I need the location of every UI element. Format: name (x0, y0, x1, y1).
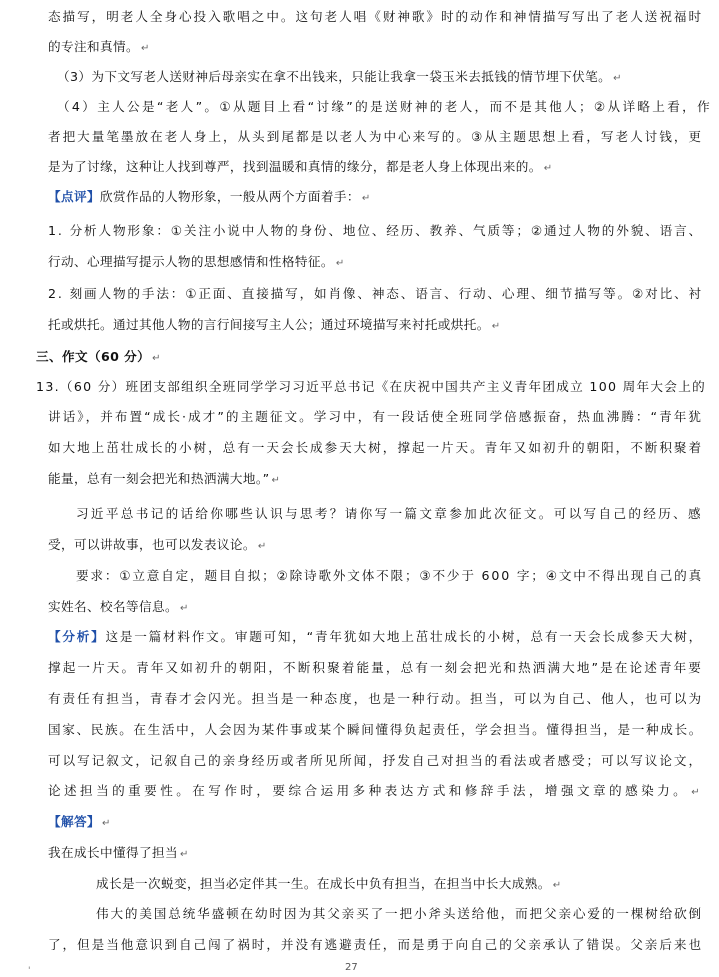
paragraph-mark-icon: ↵ (179, 603, 189, 614)
paragraph-mark-icon: ↵ (491, 321, 501, 332)
text-line (48, 316, 501, 336)
text-line (76, 567, 703, 585)
section-tag: 【点评】 (48, 189, 100, 204)
text-line (48, 936, 703, 954)
text-segment: 论述担当的重要性。在写作时，要综合运用多种表达方式和修辞手法，增强文章的感染力。 (48, 783, 690, 798)
text-segment: 的专注和真情。 (48, 39, 139, 54)
text-segment: 伟大的美国总统华盛顿在幼时因为其父亲买了一把小斧头送给他，而把父亲心爱的一棵树给砍倒 (96, 906, 703, 921)
paragraph-mark-icon: ↵ (257, 541, 267, 552)
text-line (48, 721, 703, 739)
text-segment: 者把大量笔墨放在老人身上，从头到尾都是以老人为中心来写的。③从主题思想上看，写老人讨钱，更 (48, 129, 703, 144)
paragraph-mark-icon: ↵ (152, 353, 161, 364)
text-segment: 2. 刻画人物的手法：①正面、直接描写，如肖像、神态、语言、行动、心理、细节描写等。②对比、衬 (48, 286, 703, 301)
text-segment: 是为了讨缘，这种让人找到尊严，找到温暖和真情的缘分，都是老人身上体现出来的。 (48, 159, 542, 174)
paragraph-mark-icon: ↵ (271, 475, 281, 486)
paragraph-mark-icon: ↵ (179, 849, 189, 860)
text-line (48, 253, 345, 273)
text-line (48, 598, 189, 618)
text-segment: 能量，总有一刻会把光和热洒满大地。” (48, 471, 270, 486)
text-line (48, 844, 189, 864)
text-line (48, 782, 703, 802)
text-line (96, 875, 562, 895)
text-line (48, 439, 703, 457)
text-segment: 我在成长中懂得了担当 (48, 845, 178, 860)
section-tag: 【解答】 (48, 814, 100, 829)
paragraph-mark-icon: ↵ (335, 258, 345, 269)
text-segment: 成长是一次蜕变，担当必定伴其一生。在成长中负有担当，在担当中长大成熟。 (96, 876, 551, 891)
paragraph-mark-icon: ↵ (543, 163, 553, 174)
text-line (36, 378, 706, 396)
text-segment: 13.（60 分）班团支部组织全班同学学习习近平总书记《在庆祝中国共产主义青年团成立 100 周年大会上的 (36, 379, 706, 394)
text-line (48, 188, 371, 208)
text-line (48, 536, 267, 556)
text-line (36, 348, 161, 368)
paragraph-mark-icon: ↵ (140, 43, 150, 54)
paragraph-mark-icon: ↵ (552, 880, 562, 891)
section-tag: 【分析】 (48, 629, 106, 644)
text-segment: （4）主人公是“老人”。①从题目上看“讨缘”的是送财神的老人，而不是其他人；②从详略上看，作 (57, 99, 712, 114)
text-segment: 1. 分析人物形象：①关注小说中人物的身份、地位、经历、教养、气质等；②通过人物的外貌、语言、 (48, 223, 703, 238)
paragraph-mark-icon: ↵ (691, 787, 704, 798)
text-line (57, 68, 622, 88)
text-line (96, 905, 703, 923)
text-segment: 了，但是当他意识到自己闯了祸时，并没有逃避责任，而是勇于向自己的父亲承认了错误。父亲后来也 (48, 937, 703, 952)
text-segment: 有责任有担当，青春才会闪光。担当是一种态度，也是一种行动。担当，可以为自己、他人，也可以为 (48, 691, 703, 706)
text-segment: 可以写记叙文，记叙自己的亲身经历或者所见所闻，抒发自己对担当的看法或者感受；可以写议论文， (48, 753, 703, 768)
text-segment: （3）为下文写老人送财神后母亲实在拿不出钱来，只能让我拿一袋玉米去抵钱的情节埋下伏笔。 (57, 69, 612, 84)
text-segment: 托或烘托。通过其他人物的言行间接写主人公；通过环境描写来衬托或烘托。 (48, 317, 490, 332)
text-segment: 欣赏作品的人物形象，一般从两个方面着手： (99, 189, 360, 204)
text-line (48, 628, 703, 646)
paragraph-mark-icon: ↵ (101, 818, 111, 829)
text-segment: 这是一篇材料作文。审题可知，“青年犹如大地上茁壮成长的小树，总有一天会长成参天大树， (105, 629, 703, 644)
text-line (48, 408, 703, 426)
text-line (57, 98, 712, 116)
text-segment: 实姓名、校名等信息。 (48, 599, 178, 614)
text-segment: 受，可以讲故事，也可以发表议论。 (48, 537, 256, 552)
text-line (48, 38, 150, 58)
text-segment: 国家、民族。在生活中，人会因为某件事或某个瞬间懂得负起责任，学会担当。懂得担当，是一种成长。 (48, 722, 703, 737)
text-segment: 撑起一片天。青年又如初升的朝阳，不断积聚着能量，总有一刻会把光和热洒满大地”是在论述青年要 (48, 660, 703, 675)
text-segment: 要求：①立意自定，题目自拟；②除诗歌外文体不限；③不少于 600 字；④文中不得出现自己的真 (76, 568, 703, 583)
text-line (48, 222, 703, 240)
text-segment: 行动、心理描写提示人物的思想感情和性格特征。 (48, 254, 334, 269)
page-corner-mark: ' (28, 966, 31, 976)
text-line (48, 659, 703, 677)
paragraph-mark-icon: ↵ (613, 73, 622, 84)
text-line (48, 690, 703, 708)
section-heading: 三、作文（60 分） (36, 349, 151, 364)
text-line (48, 470, 280, 490)
text-segment: 讲话》，并布置“成长·成才”的主题征文。学习中，有一段话使全班同学倍感振奋，热血沸腾：“青年犹 (48, 409, 703, 424)
text-line (48, 8, 703, 26)
text-segment: 态描写，明老人全身心投入歌唱之中。这句老人唱《财神歌》时的动作和神情描写写出了老人送祝福时 (48, 9, 703, 24)
text-segment: 习近平总书记的话给你哪些认识与思考？请你写一篇文章参加此次征文。可以写自己的经历、感 (76, 506, 703, 521)
text-line (48, 285, 703, 303)
text-line (48, 813, 111, 833)
text-line (48, 752, 703, 770)
text-line (48, 128, 703, 146)
paragraph-mark-icon: ↵ (361, 193, 371, 204)
text-line (76, 505, 703, 523)
page-number: 27 (345, 962, 358, 973)
text-segment: 如大地上茁壮成长的小树，总有一天会长成参天大树，撑起一片天。青年又如初升的朝阳，不断积聚着 (48, 440, 703, 455)
text-line (48, 158, 553, 178)
